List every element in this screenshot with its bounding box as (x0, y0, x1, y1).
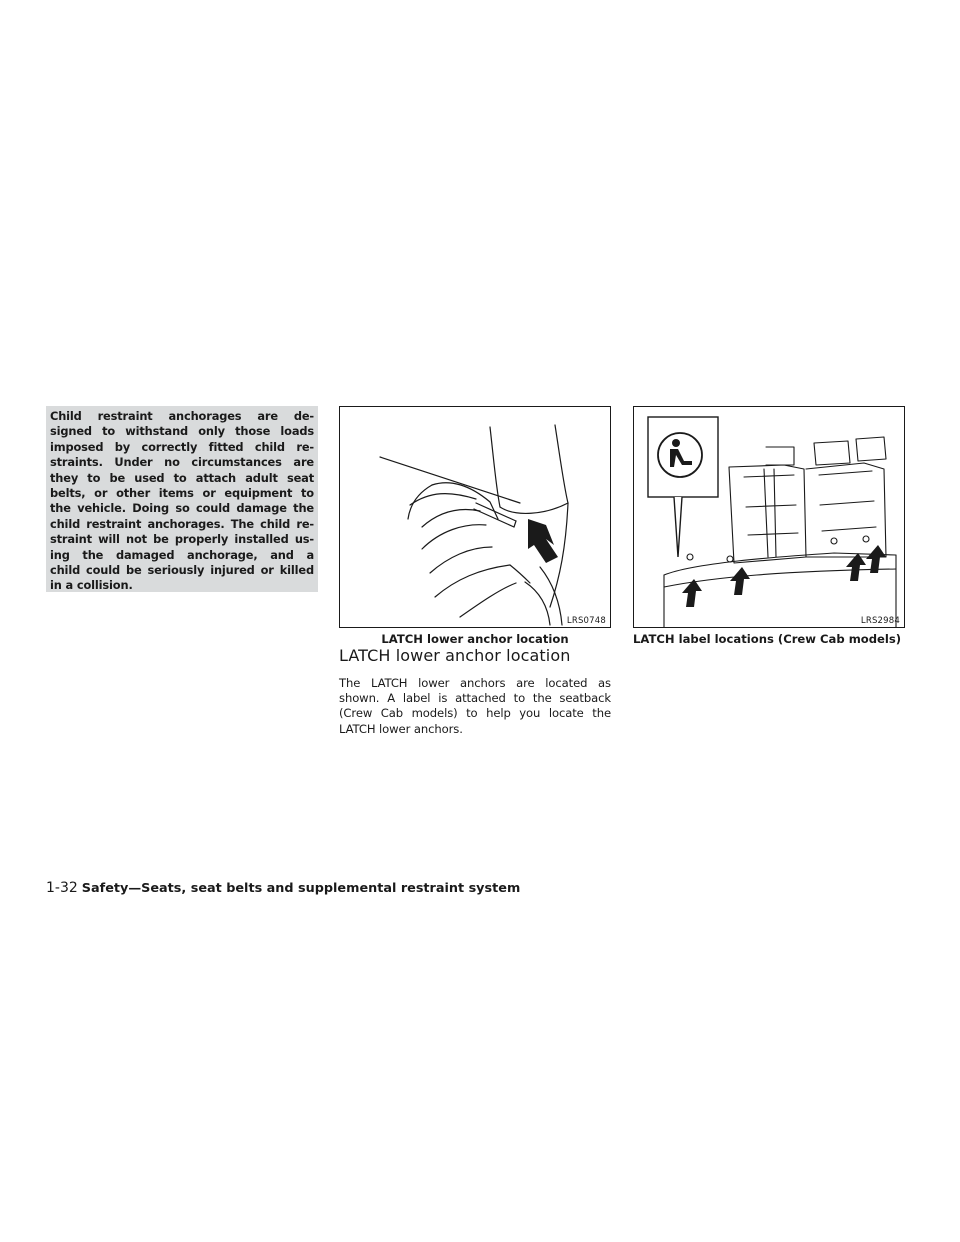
warning-text-line: child could be seriously injured or killed (50, 563, 314, 578)
body-text-line: (Crew Cab models) to help you locate the (339, 706, 611, 721)
latch-anchor-illustration (340, 407, 610, 627)
warning-text-line: straint will not be properly installed us- (50, 532, 314, 547)
chapter-title: Safety—Seats, seat belts and supplemental restraint system (81, 881, 521, 896)
warning-text-line: child restraint anchorages. The child re- (50, 516, 314, 531)
figure-code: LRS2984 (860, 616, 900, 626)
body-text-line: LATCH lower anchors. (339, 721, 463, 736)
section-body (339, 676, 611, 737)
body-text-line: shown. A label is attached to the seatback (339, 691, 611, 706)
warning-text-line: the vehicle. Doing so could damage the (50, 501, 314, 516)
latch-anchor-figure (339, 406, 611, 628)
latch-label-figure (633, 406, 905, 628)
warning-text-line: they to be used to attach adult seat (50, 470, 314, 485)
figure-code: LRS0748 (566, 616, 606, 626)
warning-text-line: signed to withstand only those loads (50, 424, 314, 439)
pointer-arrow-icon (528, 519, 558, 563)
section-heading: LATCH lower anchor location (339, 646, 571, 665)
figure-caption: LATCH lower anchor location (381, 632, 569, 646)
warning-text-line: straints. Under no circumstances are (50, 455, 314, 470)
warning-text-line: ing the damaged anchorage, and a (50, 547, 314, 562)
body-text-line: The LATCH lower anchors are located as (339, 676, 611, 690)
latch-label-illustration (634, 407, 904, 627)
figure-caption: LATCH label locations (Crew Cab models) (633, 632, 902, 646)
page-number: 1-32 (46, 880, 78, 896)
page-footer (46, 877, 520, 896)
warning-box (46, 406, 318, 592)
warning-text-line: belts, or other items or equipment to (50, 486, 314, 501)
pointer-arrow-icon (730, 567, 750, 595)
warning-text-line: Child restraint anchorages are de- (50, 409, 314, 423)
warning-text-line: in a collision. (50, 578, 133, 593)
warning-text-line: imposed by correctly fitted child re- (50, 439, 314, 454)
